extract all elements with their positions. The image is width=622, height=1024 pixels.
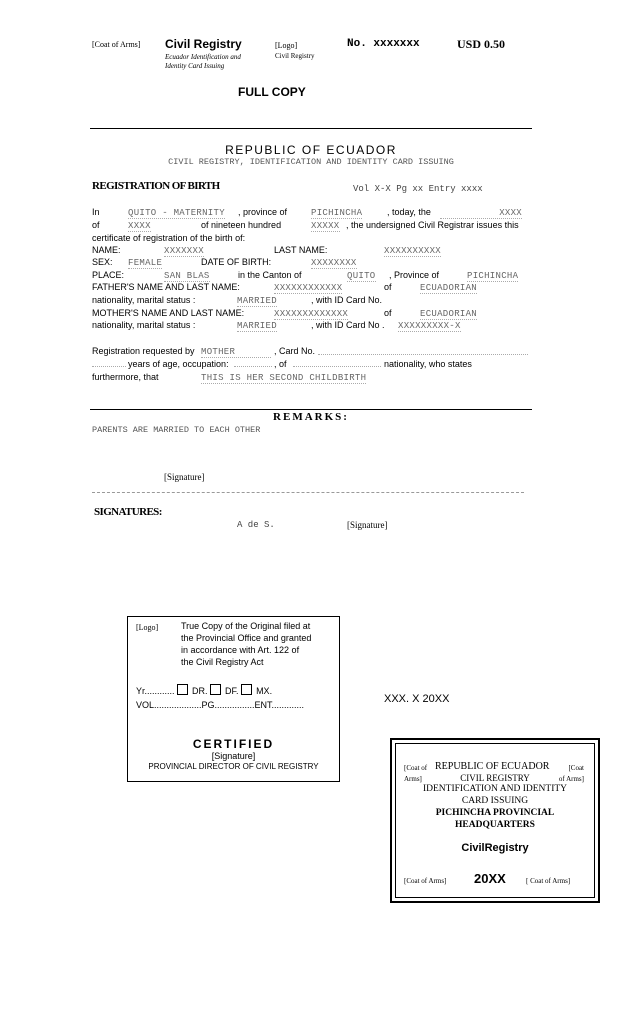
stamp-year: 20XX	[474, 871, 506, 886]
sex-label: SEX:	[92, 257, 113, 267]
remarks-heading: REMARKS:	[273, 411, 349, 423]
divider	[90, 409, 532, 410]
dr-label: DR.	[192, 686, 208, 696]
logo-subtitle: Civil Registry	[275, 52, 315, 60]
registration-heading: REGISTRATION OF BIRTH	[92, 180, 220, 192]
father-id-label: , with ID Card No.	[311, 295, 383, 305]
in-label: In	[92, 207, 100, 217]
father-name-value: XXXXXXXXXXXX	[274, 283, 343, 293]
signature-line	[92, 492, 524, 493]
stamp-civilregistry: CivilRegistry	[461, 842, 529, 854]
card-no-label: , Card No.	[274, 346, 316, 356]
last-name-value: XXXXXXXXXX	[384, 246, 442, 256]
volume-reference: Vol X-X Pg xx Entry xxxx	[353, 184, 483, 194]
dr-checkbox[interactable]	[177, 684, 188, 695]
father-marital-label: nationality, marital status :	[92, 295, 196, 305]
remarks-text: PARENTS ARE MARRIED TO EACH OTHER	[92, 425, 261, 435]
remarks-signature: [Signature]	[164, 472, 205, 482]
stamp-coat-left: [Coat of Arms]	[404, 764, 428, 783]
requested-by-value: MOTHER	[201, 347, 271, 358]
official-stamp	[390, 738, 600, 903]
certified-heading: CERTIFIED	[192, 737, 275, 751]
nineteen-label: of nineteen hundred	[201, 220, 282, 230]
certified-logo-placeholder: [Logo]	[136, 623, 159, 632]
true-copy-line-3: in accordance with Art. 122 of	[181, 645, 300, 655]
furthermore-value: THIS IS HER SECOND CHILDBIRTH	[201, 373, 367, 383]
certificate-text: certificate of registration of the birth of:	[92, 233, 246, 243]
stamp-pichincha-1: PICHINCHA PROVINCIAL	[435, 808, 555, 818]
birth-place-value: QUITO - MATERNITY	[128, 208, 225, 218]
stamp-identification-2: CARD ISSUING	[461, 796, 529, 806]
republic-title: REPUBLIC OF ECUADOR	[225, 143, 397, 157]
logo-placeholder: [Logo]	[275, 41, 298, 50]
province-of-birth-value: PICHINCHA	[467, 271, 519, 281]
price: USD 0.50	[457, 37, 506, 51]
sex-value: FEMALE	[128, 258, 163, 268]
stamp-republic: REPUBLIC OF ECUADOR	[435, 761, 550, 772]
vol-pg-ent-row: VOL...................PG................ENT.............	[136, 700, 305, 710]
father-marital-value: MARRIED	[237, 296, 277, 306]
place-value: SAN BLAS	[164, 271, 210, 281]
province-of-label: , province of	[238, 207, 288, 217]
true-copy-line-2: the Provincial Office and granted	[181, 633, 312, 643]
last-name-label: LAST NAME:	[274, 245, 328, 255]
certified-copy-box	[127, 616, 340, 782]
mother-nationality-value: ECUADORIAN	[420, 309, 478, 319]
stamp-coat-bottom-right: [ Coat of Arms]	[526, 877, 571, 885]
requested-by-label: Registration requested by	[92, 346, 195, 356]
mother-id-value: XXXXXXXXX-X	[398, 321, 461, 331]
father-nationality-value: ECUADORIAN	[420, 283, 478, 293]
day-value: XXXX	[440, 208, 522, 219]
place-label: PLACE:	[92, 270, 125, 280]
true-copy-line-1: True Copy of the Original filed at	[181, 621, 311, 631]
name-value: XXXXXXX	[164, 246, 204, 256]
issue-date: XXX. X 20XX	[384, 693, 450, 705]
dob-value: XXXXXXXX	[311, 258, 357, 268]
registry-title: Civil Registry	[165, 37, 242, 51]
mother-marital-value: MARRIED	[237, 321, 277, 331]
signatures-heading: SIGNATURES:	[94, 506, 162, 518]
df-label: DF.	[225, 686, 239, 696]
registrar-signature: [Signature]	[347, 520, 388, 530]
today-label: , today, the	[387, 207, 431, 217]
registry-subtitle-2: Identity Card Issuing	[165, 62, 225, 70]
father-of-label: of	[384, 282, 392, 292]
nationality-blank	[293, 366, 381, 367]
month-value: XXXX	[128, 221, 151, 231]
republic-subtitle: CIVIL REGISTRY, IDENTIFICATION AND IDENTITY CARD ISSUING	[168, 157, 454, 167]
year-row	[136, 684, 272, 696]
furthermore-label: furthermore, that	[92, 372, 159, 382]
stamp-identification-1: IDENTIFICATION AND IDENTITY	[422, 784, 568, 794]
years-label: years of age, occupation:	[128, 359, 229, 369]
full-copy-label: FULL COPY	[238, 85, 306, 99]
true-copy-line-4: the Civil Registry Act	[181, 657, 264, 667]
age-blank	[92, 366, 126, 367]
of-nationality-label: , of	[274, 359, 287, 369]
stamp-coat-right: [Coat of Arms]	[558, 764, 584, 783]
stamp-pichincha-2: HEADQUARTERS	[455, 820, 535, 830]
yr-label: Yr............	[136, 686, 175, 696]
card-no-blank	[318, 354, 528, 355]
mother-marital-label: nationality, marital status :	[92, 320, 196, 330]
dob-label: DATE OF BIRTH:	[201, 257, 272, 267]
df-checkbox[interactable]	[210, 684, 221, 695]
divider	[90, 128, 532, 129]
mother-of-label: of	[384, 308, 392, 318]
stamp-coat-bottom-left: [Coat of Arms]	[404, 877, 447, 885]
year-value: XXXXX	[311, 221, 340, 231]
document-number: No. xxxxxxx	[347, 38, 420, 50]
provincial-director-label: PROVINCIAL DIRECTOR OF CIVIL REGISTRY	[148, 762, 319, 771]
canton-value: QUITO	[347, 271, 376, 281]
mother-id-label: , with ID Card No .	[311, 320, 385, 330]
of-label: of	[92, 220, 100, 230]
province-value: PICHINCHA	[311, 208, 363, 218]
canton-label: in the Canton of	[238, 270, 302, 280]
occupation-blank	[234, 366, 272, 367]
stamp-civil-registry: CIVIL REGISTRY	[460, 773, 530, 783]
registrar-text: , the undersigned Civil Registrar issues this	[346, 220, 519, 230]
a-de-s-label: A de S.	[237, 520, 275, 530]
certified-signature: [Signature]	[211, 751, 256, 761]
province-label: , Province of	[389, 270, 440, 280]
mother-name-value: XXXXXXXXXXXXX	[274, 309, 349, 319]
registry-subtitle-1: Ecuador Identification and	[165, 53, 241, 61]
mx-label: MX.	[256, 686, 273, 696]
name-label: NAME:	[92, 245, 121, 255]
father-label: FATHER'S NAME AND LAST NAME:	[92, 282, 240, 292]
coat-of-arms-placeholder: [Coat of Arms]	[92, 40, 141, 49]
mother-label: MOTHER'S NAME AND LAST NAME:	[92, 308, 245, 318]
mx-checkbox[interactable]	[241, 684, 252, 695]
nationality-states-label: nationality, who states	[384, 359, 472, 369]
